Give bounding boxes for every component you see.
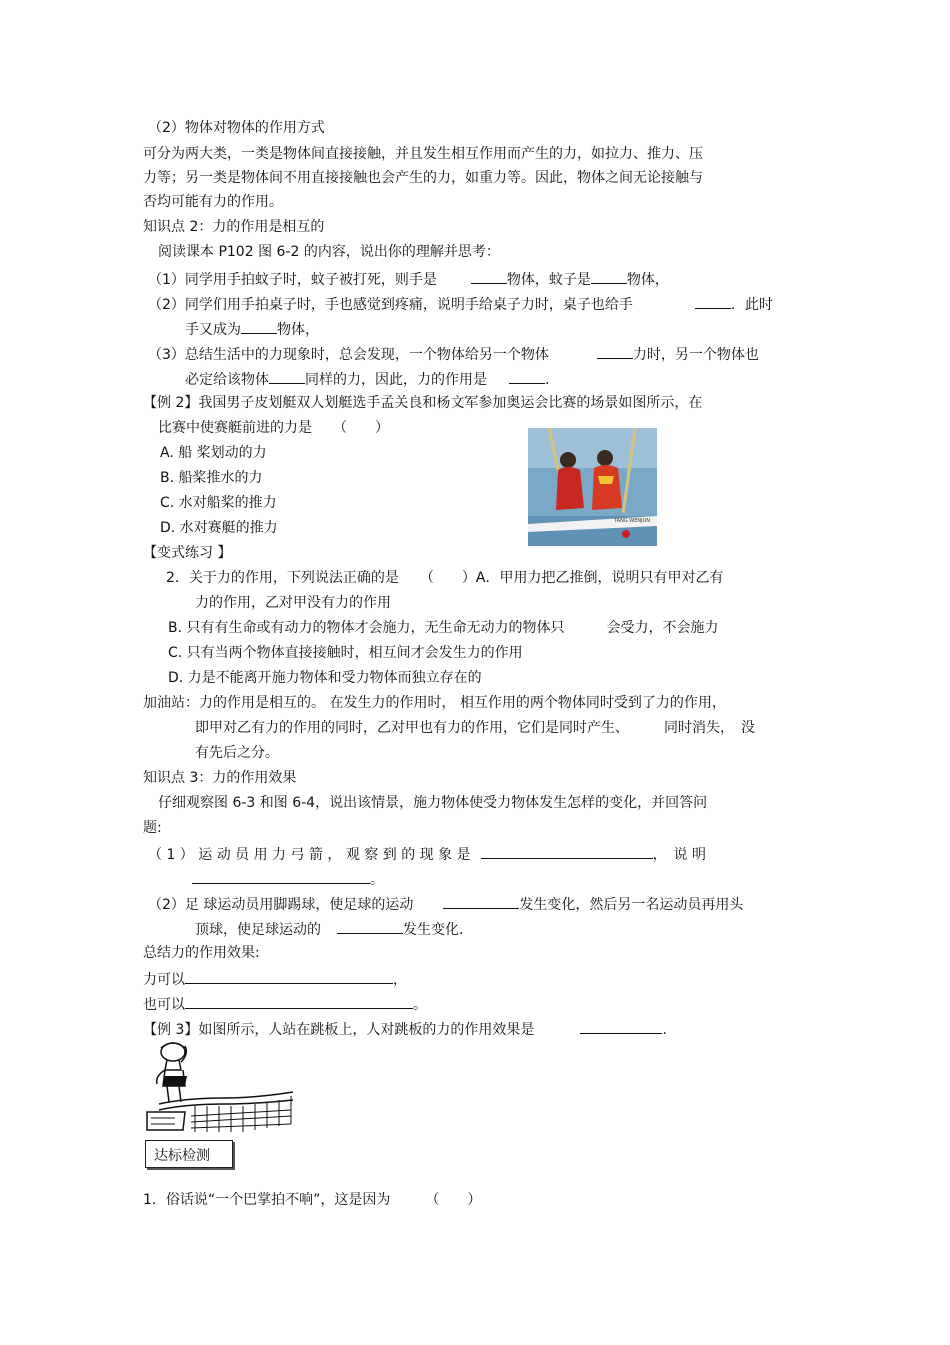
kp3-intro: 仔细观察图 6-3 和图 6-4，说出该情景，施力物体使受力物体发生怎样的变化，并回答问 [158, 795, 708, 811]
kp3-question-2: （2）足 球运动员用脚踢球，使足球的运动 发生变化，然后另一名运动员再用头 [148, 894, 743, 914]
answer-blank[interactable] [337, 919, 403, 934]
paragraph-line: 可分为两大类，一类是物体间直接接触，并且发生相互作用而产生的力，如拉力、推力、压 [143, 146, 703, 162]
answer-blank[interactable] [185, 969, 393, 984]
variant-option-b: B. 只有有生命或有动力的物体才会施力，无生命无动力的物体只 会受力，不会施力 [168, 620, 719, 636]
answer-blank[interactable] [591, 269, 627, 284]
variant-question-2: 2．关于力的作用，下列说法正确的是 （ ）A．甲用力把乙推倒，说明只有甲对乙有 [166, 570, 724, 586]
answer-blank[interactable] [241, 319, 277, 334]
answer-blank[interactable] [185, 994, 413, 1009]
variant-option-c: C. 只有当两个物体直接接触时，相互间才会发生力的作用 [168, 645, 523, 661]
answer-blank[interactable] [597, 344, 633, 359]
example-2-question: 比赛中使赛艇前进的力是 （ ） [158, 420, 389, 436]
tip-line-3: 有先后之分。 [195, 745, 279, 761]
answer-blank[interactable] [509, 369, 545, 384]
tip-line-2: 即甲对乙有力的作用的同时，乙对甲也有力的作用，它们是同时产生、 同时消失， 没 [195, 720, 755, 736]
summary-line-1: 力可以 ， [143, 969, 407, 989]
canoe-caption: TANG WENJUN [614, 518, 651, 524]
kp3-intro-cont: 题: [143, 820, 162, 836]
kp2-intro: 阅读课本 P102 图 6-2 的内容，说出你的理解并思考： [158, 244, 500, 260]
answer-blank[interactable] [481, 844, 653, 859]
knowledge-point-2-title: 知识点 2：力的作用是相互的 [143, 219, 325, 235]
section-label-box [145, 1140, 233, 1168]
question-2: （2）同学们用手拍桌子时，手也感觉到疼痛，说明手给桌子力时，桌子也给手 ．此时 [148, 294, 773, 314]
option-a: A. 船 桨划动的力 [160, 445, 267, 461]
answer-blank[interactable] [443, 894, 519, 909]
kp3-question-2-cont: 顶球，使足球运动的 发生变化. [195, 919, 463, 939]
question-3: （3）总结生活中的力现象时，总会发现，一个物体给另一个物体 力时，另一个物体也 [148, 344, 759, 364]
knowledge-point-3-title: 知识点 3：力的作用效果 [143, 770, 297, 786]
question-3-cont: 必定给该物体 同样的力，因此，力的作用是 . [185, 369, 549, 389]
section-label: 达标检测 [154, 1148, 210, 1164]
answer-blank[interactable] [471, 269, 507, 284]
variant-exercise-title: 【变式练习 】 [143, 545, 232, 561]
option-c: C. 水对船桨的推力 [160, 495, 277, 511]
option-b: B. 船桨推水的力 [160, 470, 263, 486]
canoe-race-photo [528, 428, 657, 546]
example-3: 【例 3】如图所示，人站在跳板上，人对跳板的力的作用效果是 . [143, 1019, 667, 1039]
tip-line-1: 加油站：力的作用是相互的。 在发生力的作用时， 相互作用的两个物体同时受到了力的作用， [143, 695, 726, 711]
variant-question-2-cont: 力的作用，乙对甲没有力的作用 [195, 595, 391, 611]
summary-line-2: 也可以 。 [143, 994, 427, 1014]
variant-option-d: D. 力是不能离开施力物体和受力物体而独立存在的 [168, 670, 482, 686]
summary-title: 总结力的作用效果: [143, 945, 260, 961]
answer-blank[interactable] [269, 369, 305, 384]
answer-blank[interactable] [580, 1019, 662, 1034]
example-2-stem: 【例 2】我国男子皮划艇双人划艇选手孟关良和杨文军参加奥运会比赛的场景如图所示，在 [143, 395, 703, 411]
kp3-question-1-cont: 。 [192, 869, 384, 889]
section-heading-2: （2）物体对物体的作用方式 [148, 120, 325, 136]
question-2-cont: 手又成为 物体， [185, 319, 319, 339]
answer-blank[interactable] [695, 294, 731, 309]
diving-board-figure [145, 1040, 295, 1136]
paragraph-line: 否均可能有力的作用。 [143, 194, 283, 210]
answer-blank[interactable] [192, 869, 370, 884]
test-question-1: 1．俗话说“一个巴掌拍不响”，这是因为 （ ） [143, 1192, 482, 1208]
question-1: （1）同学用手拍蚊子时，蚊子被打死，则手是 物体，蚊子是 物体， [148, 269, 669, 289]
kp3-question-1: （ 1 ） 运 动 员 用 力 弓 箭 ， 观 察 到 的 现 象 是 ， 说 明 [148, 844, 706, 864]
paragraph-line: 力等；另一类是物体间不用直接接触也会产生的力，如重力等。因此，物体之间无论接触与 [143, 170, 703, 186]
option-d: D. 水对赛艇的推力 [160, 520, 278, 536]
